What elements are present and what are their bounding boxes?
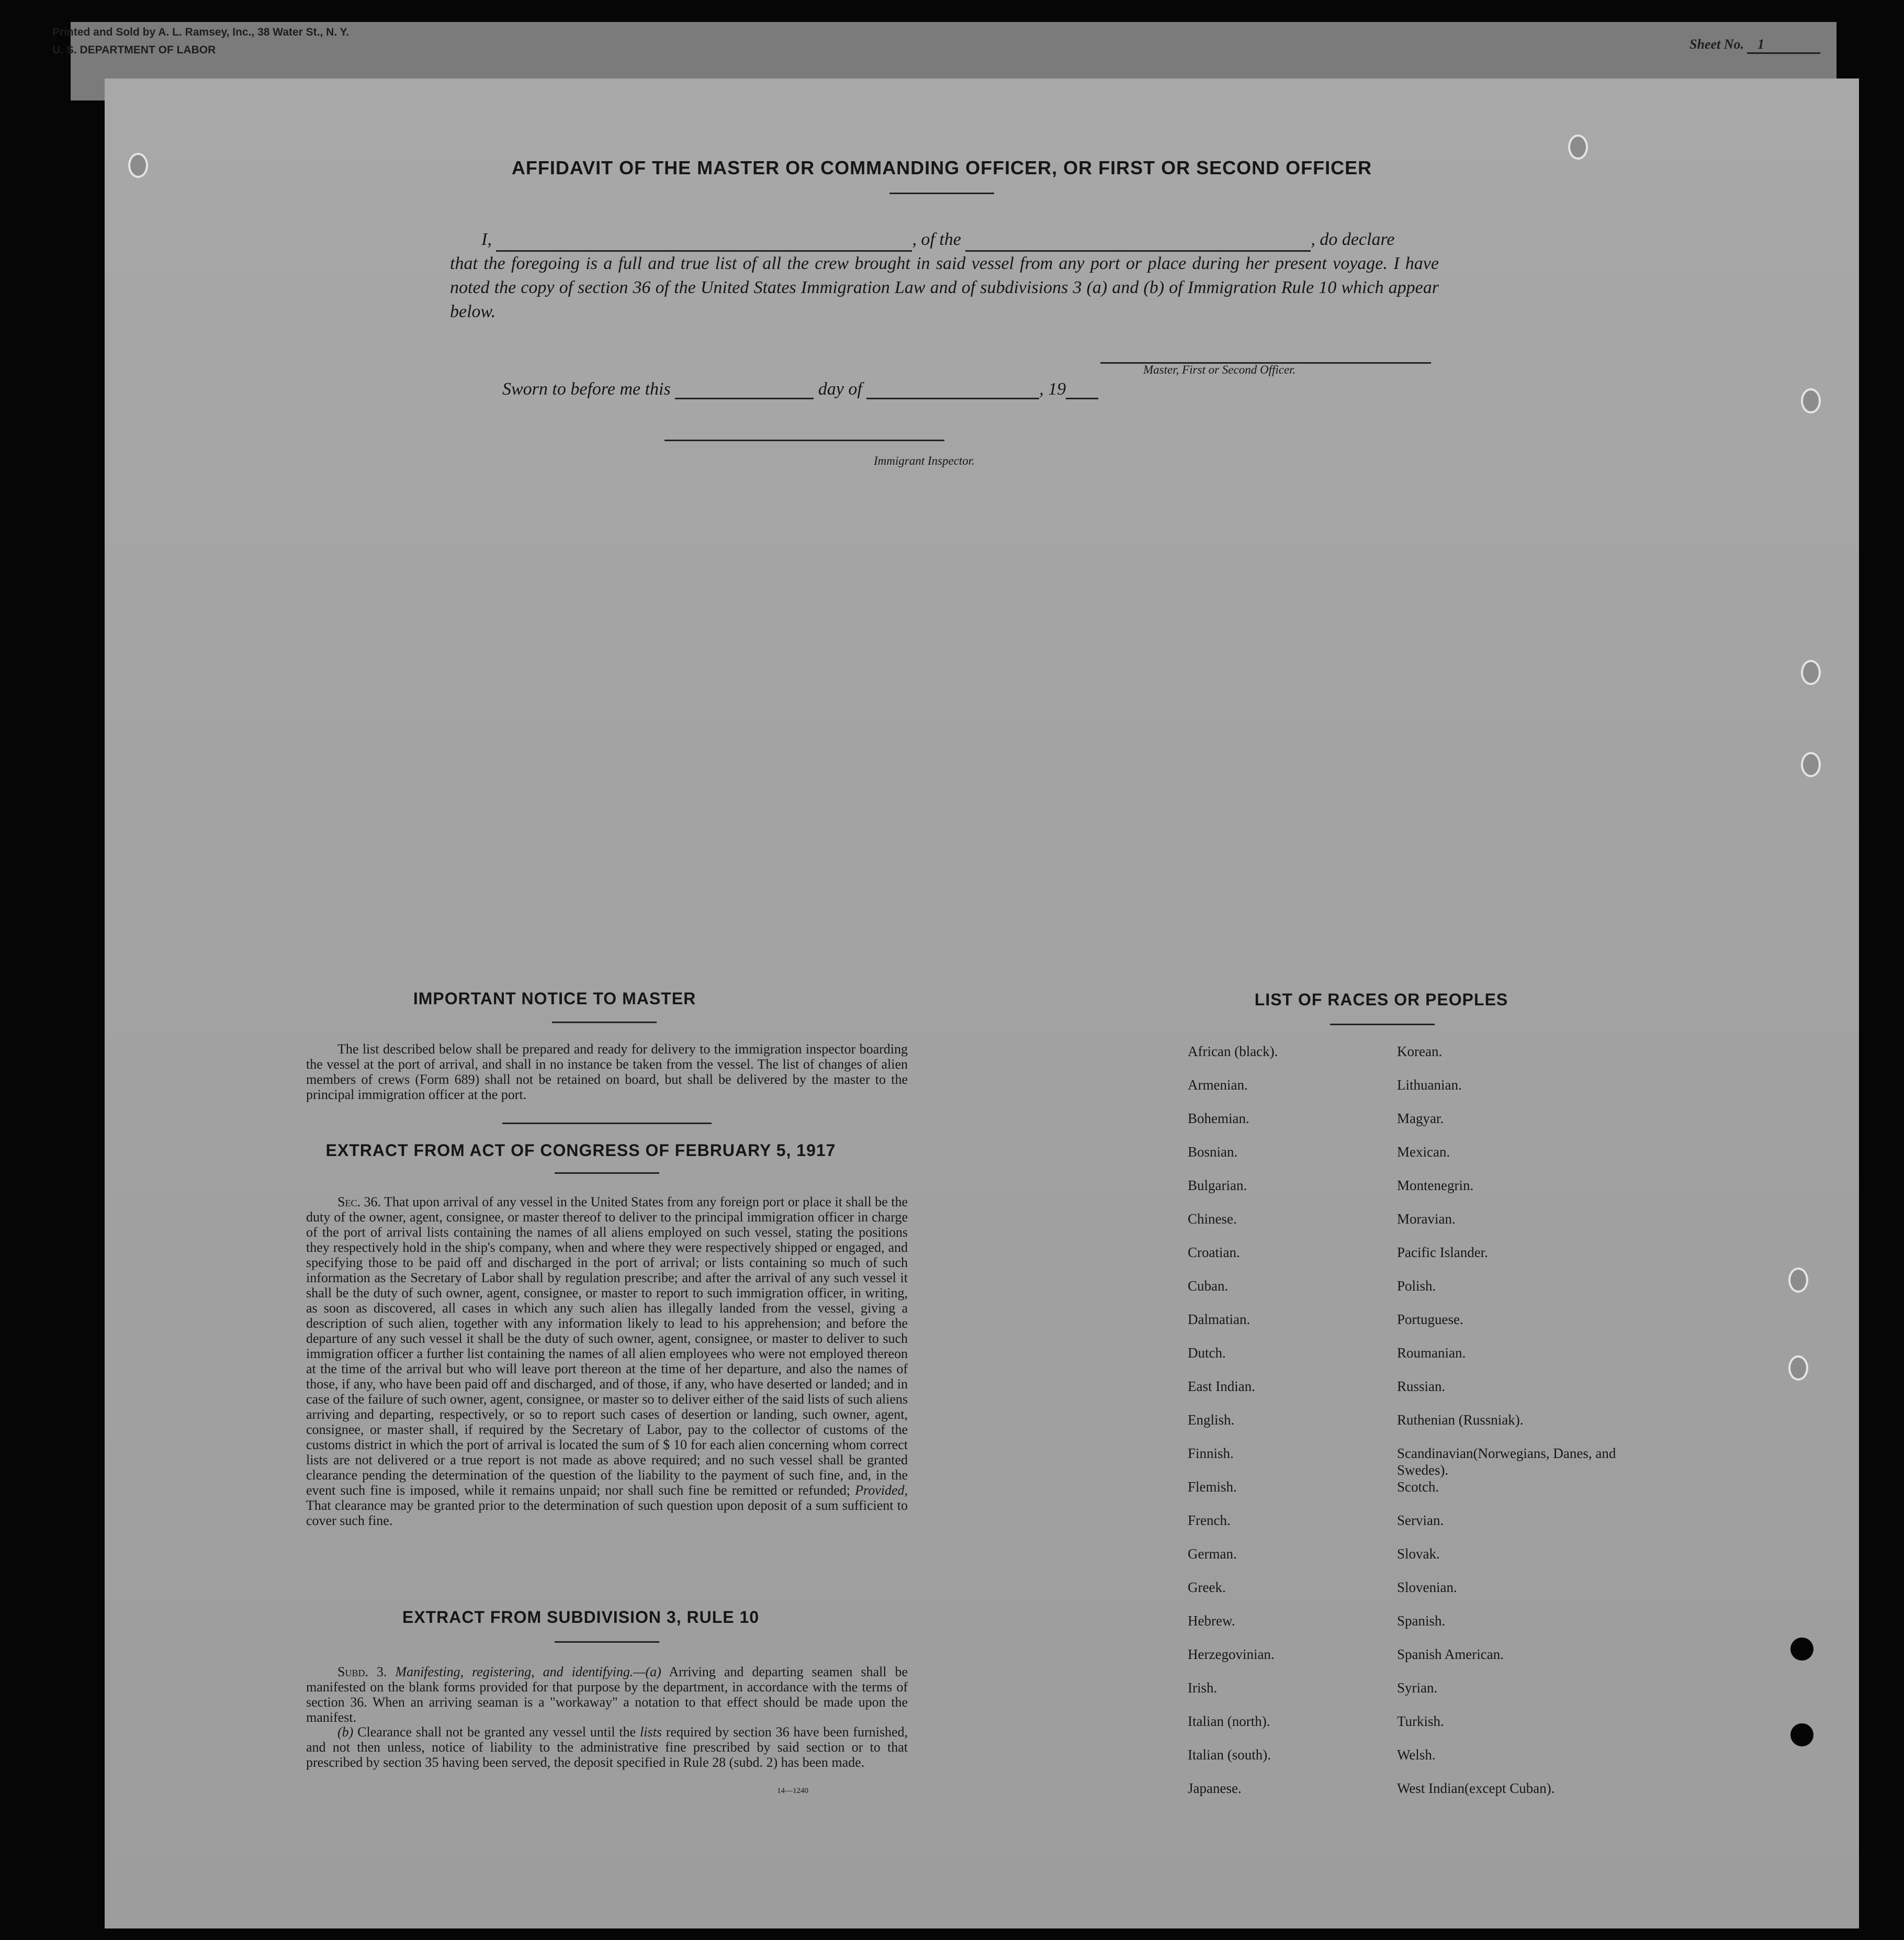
race-item: Slovenian. <box>1397 1579 1457 1595</box>
race-item: Italian (south). <box>1188 1747 1271 1763</box>
races-divider <box>1330 1024 1435 1025</box>
race-item: Korean. <box>1397 1044 1443 1059</box>
race-item: Pacific Islander. <box>1397 1244 1488 1260</box>
section-36-text: That upon arrival of any vessel in the United States from any foreign port or place it shall be the duty of the owner, agent, consignee, or master thereof to deliver to the principal immigration officer in charge of the port of arrival lists containing the names of all aliens employed on such vessel, stating the positions they respectively hold in the ship's company, when and where they were respectively shipped or engaged, and specifying those to be paid off and discharged in the port of arrival; or lists containing so much of such information as the Secretary of Labor shall by regulation prescribe; and after the arrival of any such vessel it shall be the duty of such owner, agent, consignee, or master to report to such immigration officer, in writing, as soon as discovered, all cases in which any such alien has illegally landed from the vessel, giving a description of such alien, together with any information likely to lead to his apprehension; and before the departure of any such vessel it shall be the duty of such owner, agent, consignee, or master to deliver to such immigration officer a further list containing the names of all alien employees who were not employed thereon at the time of the arrival but who will leave port thereon at the time of her departure, and also the names of those, if any, who have been paid off and discharged, and of those, if any, who have deserted or landed; and in case of the failure of such owner, agent, consignee, or master so to deliver either of the said lists of such aliens arriving and departing, respectively, or so to report such cases of desertion or landing, such owner, agent, consignee, or master shall, if required by the Secretary of Labor, pay to the collector of customs of the customs district in which the port of arrival is located the sum of $ 10 for each alien concerning whom correct lists are not delivered or a true report is not made as above required; and no such vessel shall be granted clearance pending the determination of the question of the liability to the payment of such fine, and, in the event such fine is imposed, while it remains unpaid; nor shall such fine be remitted or refunded; <box>306 1194 908 1498</box>
race-item: Magyar. <box>1397 1111 1444 1126</box>
race-item: Japanese. <box>1188 1780 1242 1796</box>
race-item: Herzegovinian. <box>1188 1646 1275 1662</box>
notice-text: The list described below shall be prepared and ready for delivery to the immigration inspector boarding the vessel at the port of arrival, and shall in no instance be taken from the vessel. The list of changes of alien members of crews (Form 689) shall not be retained on board, but shall be delivered by the master to the principal immigration officer at the port. <box>306 1041 908 1102</box>
race-item: Dalmatian. <box>1188 1311 1250 1327</box>
race-item: African (black). <box>1188 1044 1278 1059</box>
race-item: English. <box>1188 1412 1235 1428</box>
master-signature-label: Master, First or Second Officer. <box>1143 363 1296 376</box>
rule-subdivision-a <box>306 1664 908 1725</box>
race-item: Cuban. <box>1188 1278 1229 1294</box>
race-item: West Indian(except Cuban). <box>1397 1780 1555 1796</box>
race-item: Italian (north). <box>1188 1713 1270 1729</box>
race-item: Irish. <box>1188 1680 1218 1696</box>
do-declare-text: , do declare <box>1311 230 1395 249</box>
sworn-day-field[interactable] <box>675 382 814 399</box>
affidavit-text <box>450 228 1439 324</box>
act-extract-text <box>306 1194 908 1528</box>
punch-hole <box>1801 388 1821 413</box>
race-item: Syrian. <box>1397 1680 1438 1696</box>
sheet-number-label: Sheet No. <box>1689 37 1744 52</box>
affidavit-statement: that the foregoing is a full and true list of all the crew brought in said vessel from any port or place during her present voyage. I have noted the copy of section 36 of the United States Immigration Law and of subdivisions 3 (a) and (b) of Immigration Rule 10 which appear below. <box>450 254 1439 321</box>
sheet-number <box>1689 37 1820 54</box>
subdivision-heading: Manifesting, registering, and identifying. <box>395 1664 634 1679</box>
sworn-month-field[interactable] <box>866 382 1039 399</box>
race-item: Spanish. <box>1397 1613 1446 1629</box>
declaration-line <box>450 228 1439 252</box>
rule-subdivision-b <box>306 1724 908 1770</box>
subdivision-b-text-cont: required by section 36 have been furnished, and not then unless, notice of liability to the administrative fine prescribed by said section or to that prescribed by section 35 having been served, the deposit specified in Rule 28 (subd. 2) has been made. <box>306 1724 908 1770</box>
act-extract-divider <box>555 1172 659 1174</box>
declarant-prefix: I, <box>481 230 492 249</box>
sworn-year-field[interactable] <box>1066 382 1098 399</box>
race-item: Dutch. <box>1188 1345 1226 1361</box>
race-item: Slovak. <box>1397 1546 1440 1562</box>
vessel-name-field[interactable] <box>965 234 1311 252</box>
sworn-statement <box>502 379 1098 399</box>
race-item: Bohemian. <box>1188 1111 1249 1126</box>
form-sheet <box>105 79 1859 1928</box>
races-title: LIST OF RACES OR PEOPLES <box>1254 990 1508 1009</box>
subdivision-b-text: Clearance shall not be granted any vessel until the <box>357 1724 636 1740</box>
races-list-left <box>1188 1043 1345 1813</box>
race-item: Scandinavian(Norwegians, Danes, and Swedes). <box>1397 1445 1616 1478</box>
affidavit-title: AFFIDAVIT OF THE MASTER OR COMMANDING OFFICER, OR FIRST OR SECOND OFFICER <box>511 157 1372 178</box>
race-item: Flemish. <box>1188 1479 1237 1495</box>
subdivision-label: Subd. 3. <box>337 1664 387 1679</box>
department-line: U. S. DEPARTMENT OF LABOR <box>52 44 216 56</box>
subdivision-b-label: (b) <box>337 1724 354 1740</box>
race-item: Welsh. <box>1397 1747 1436 1763</box>
race-item: Spanish American. <box>1397 1646 1504 1662</box>
race-item: Armenian. <box>1188 1077 1248 1093</box>
race-item: Bosnian. <box>1188 1144 1238 1160</box>
year-prefix: , 19 <box>1039 379 1066 399</box>
title-divider <box>889 193 994 194</box>
provided-text: That clearance may be granted prior to the determination of such question upon deposit of a sum sufficient to cover such fine. <box>306 1498 908 1528</box>
race-item: Russian. <box>1397 1378 1446 1394</box>
race-item: Roumanian. <box>1397 1345 1466 1361</box>
printer-line: Printed and Sold by A. L. Ramsey, Inc., 38 Water St., N. Y. <box>52 26 350 38</box>
of-the-text: , of the <box>912 230 961 249</box>
notice-title: IMPORTANT NOTICE TO MASTER <box>413 989 696 1008</box>
race-item: Turkish. <box>1397 1713 1444 1729</box>
race-item: Hebrew. <box>1188 1613 1235 1629</box>
rule-extract-divider <box>555 1641 659 1643</box>
subdivision-a-text: Arriving and departing seamen shall be manifested on the blank forms provided for that purpose by the department, in accordance with the terms of section 36. When an arriving seaman is a "workaway" a notation to that effect should be made upon the manifest. <box>306 1664 908 1725</box>
sworn-prefix: Sworn to before me this <box>502 379 671 399</box>
race-item: Chinese. <box>1188 1211 1237 1227</box>
punch-hole <box>1801 660 1821 685</box>
sheet-number-value: 1 <box>1747 37 1820 54</box>
punch-hole <box>1801 752 1821 777</box>
punch-hole <box>1568 134 1588 160</box>
section-divider <box>502 1123 712 1124</box>
punch-mark <box>1790 1723 1813 1746</box>
notice-divider <box>552 1022 657 1023</box>
race-item: German. <box>1188 1546 1237 1562</box>
race-item: Croatian. <box>1188 1244 1240 1260</box>
races-list-right <box>1397 1043 1617 1813</box>
race-item: Bulgarian. <box>1188 1178 1247 1193</box>
inspector-signature-label: Immigrant Inspector. <box>874 454 975 467</box>
act-extract-title: EXTRACT FROM ACT OF CONGRESS OF FEBRUARY 5, 1917 <box>325 1141 836 1160</box>
rule-extract-title: EXTRACT FROM SUBDIVISION 3, RULE 10 <box>402 1608 760 1627</box>
race-item: Lithuanian. <box>1397 1077 1462 1093</box>
section-label: Sec. 36. <box>337 1194 381 1209</box>
race-item: Servian. <box>1397 1512 1444 1528</box>
race-item: East Indian. <box>1188 1378 1255 1394</box>
race-item: Moravian. <box>1397 1211 1456 1227</box>
punch-hole <box>1788 1355 1808 1381</box>
punch-hole <box>1788 1268 1808 1293</box>
form-code: 14—1240 <box>777 1787 808 1795</box>
race-item: French. <box>1188 1512 1231 1528</box>
punch-mark <box>1790 1638 1813 1661</box>
subdivision-a-label: —(a) <box>633 1664 661 1679</box>
subdivision-b-lists: lists <box>640 1724 662 1740</box>
day-of-text: day of <box>818 379 862 399</box>
race-item: Mexican. <box>1397 1144 1450 1160</box>
provided-label: Provided, <box>855 1483 908 1498</box>
race-item: Portuguese. <box>1397 1311 1463 1327</box>
race-item: Greek. <box>1188 1579 1226 1595</box>
race-item: Finnish. <box>1188 1445 1234 1461</box>
inspector-signature-line[interactable] <box>664 440 944 441</box>
declarant-name-field[interactable] <box>496 234 912 252</box>
race-item: Scotch. <box>1397 1479 1439 1495</box>
race-item: Polish. <box>1397 1278 1436 1294</box>
race-item: Montenegrin. <box>1397 1178 1474 1193</box>
race-item: Ruthenian (Russniak). <box>1397 1412 1524 1428</box>
